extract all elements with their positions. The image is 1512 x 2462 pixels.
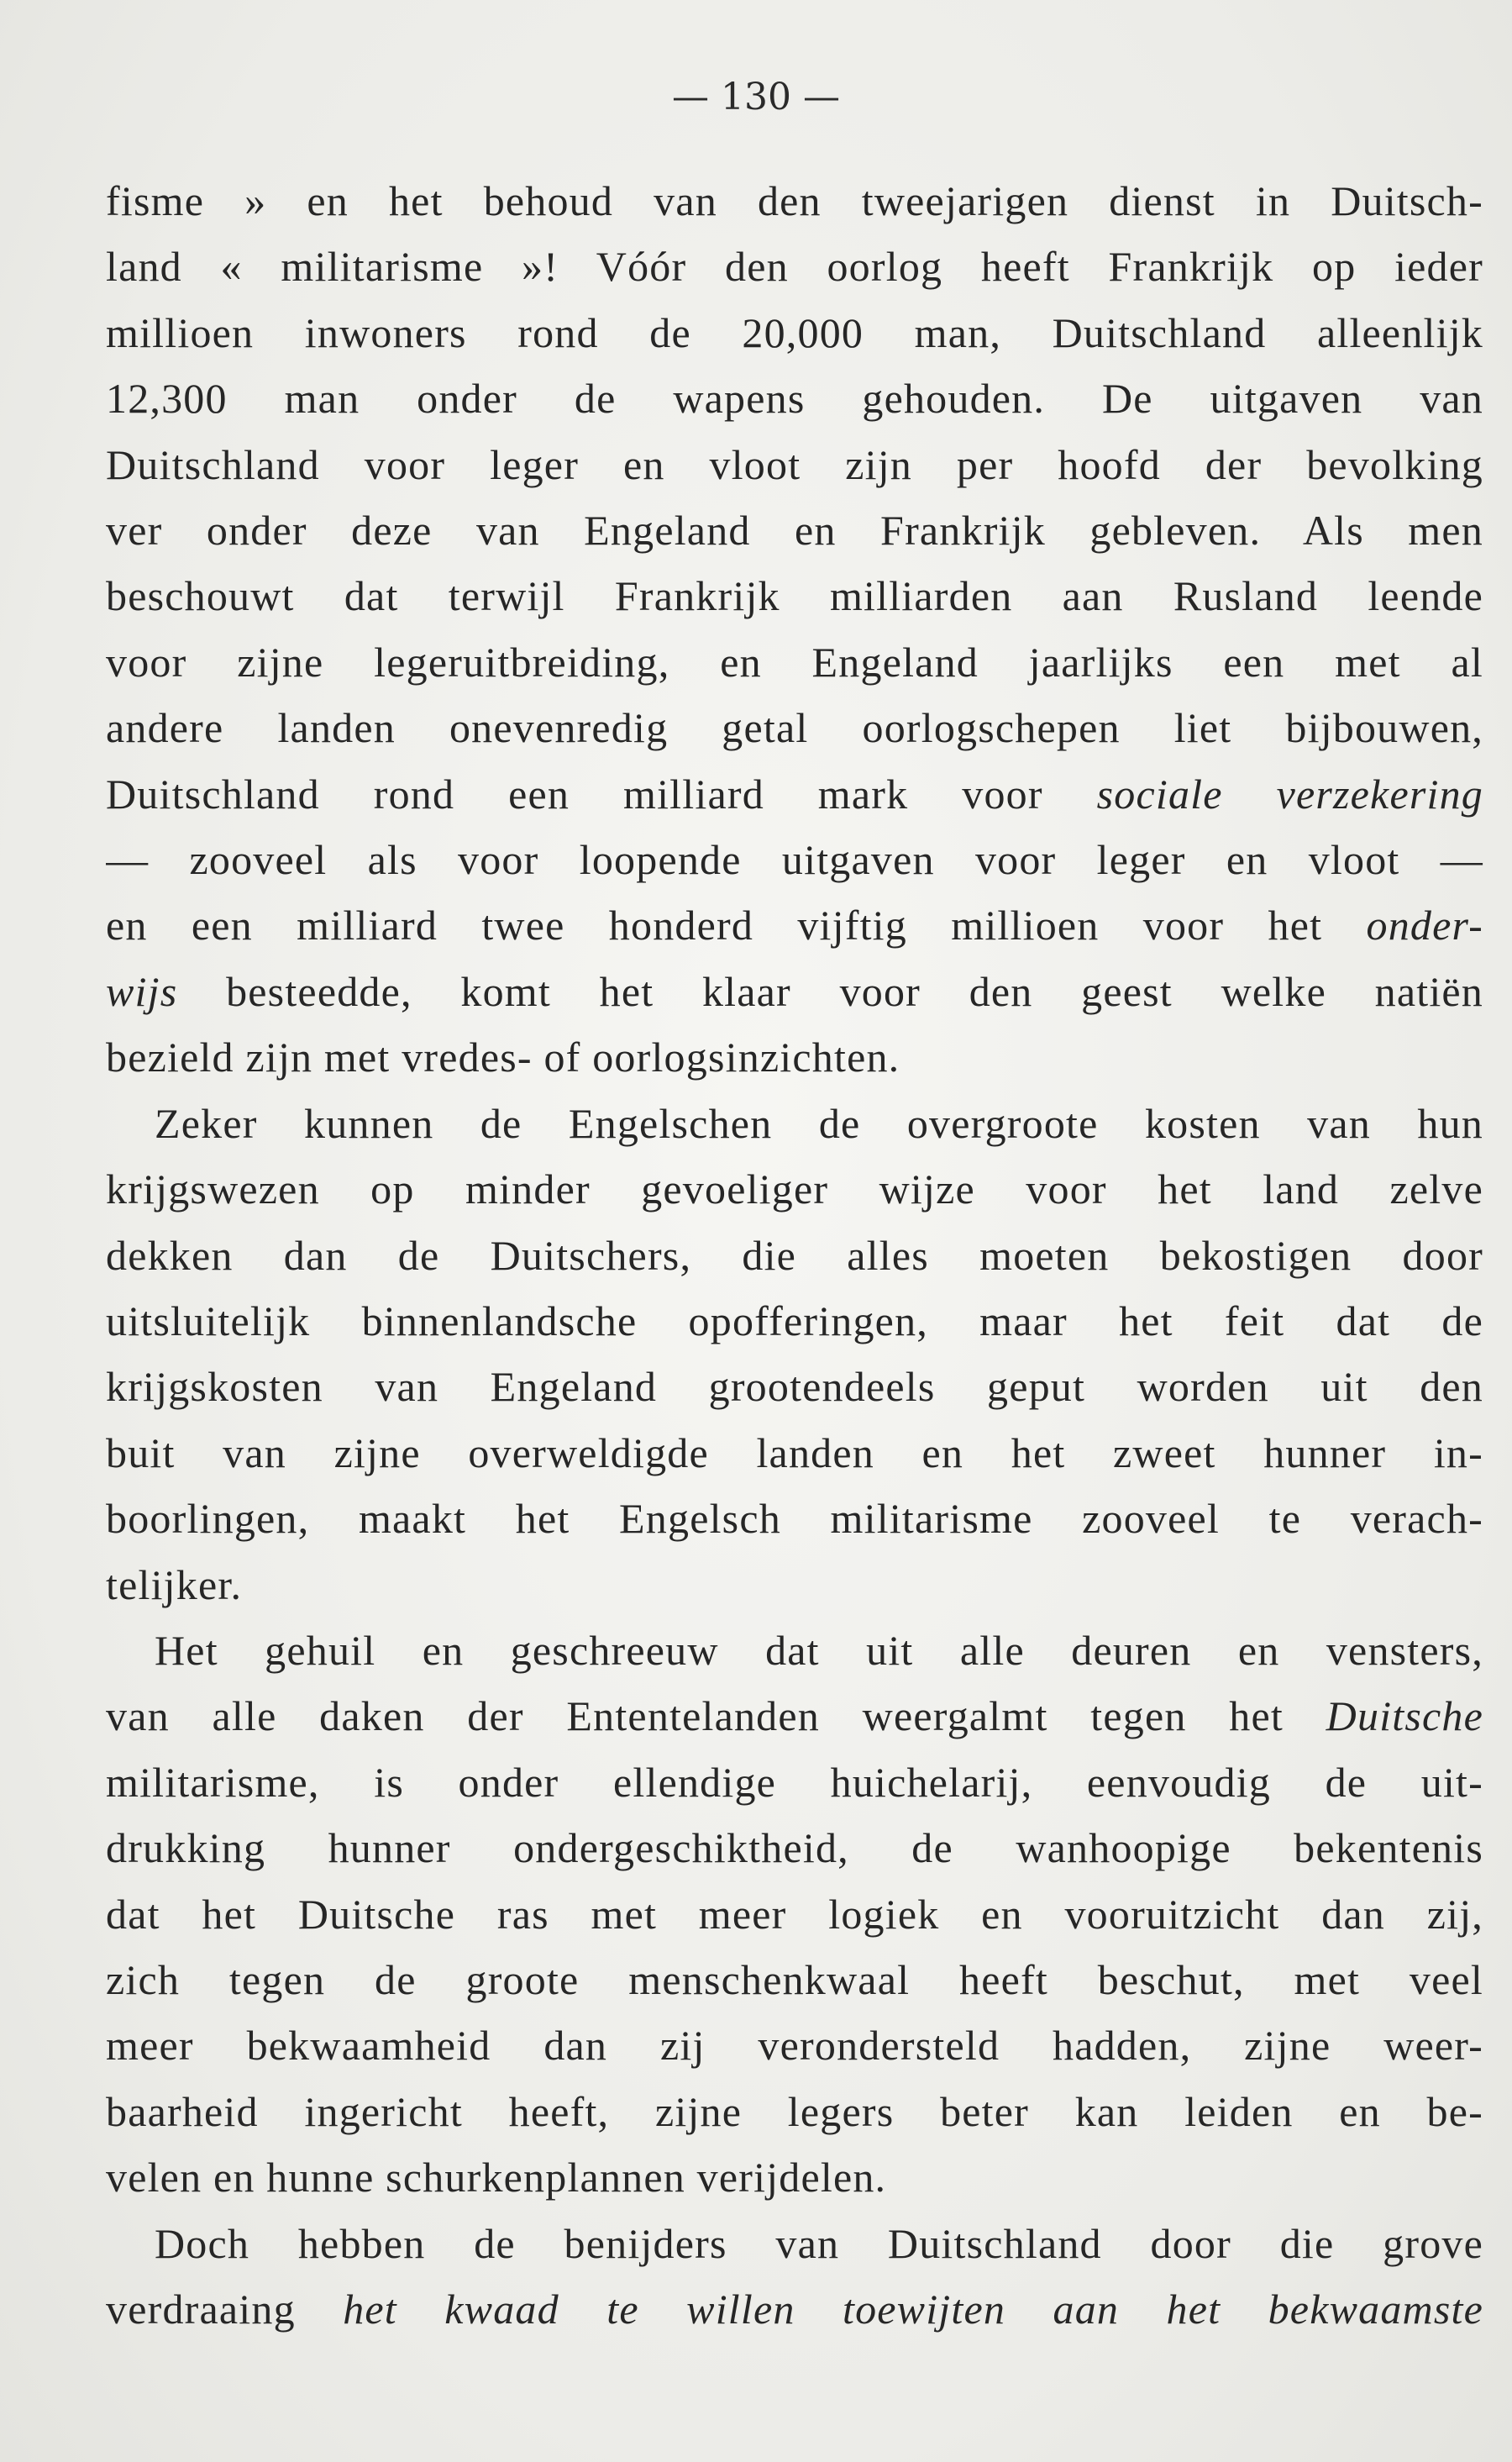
text-segment: ver onder deze van Engeland en Frankrijk gebleven. Als men: [106, 507, 1483, 555]
text-line: [106, 2012, 1483, 2078]
body-text: [106, 168, 1483, 2342]
text-line: [106, 1223, 1483, 1288]
text-segment: land « militarisme »! Vóór den oorlog heeft Frankrijk op ieder: [106, 243, 1483, 291]
text-line: [106, 1815, 1483, 1881]
text-line: [106, 1354, 1483, 1419]
text-segment: andere landen onevenredig getal oorlogschepen liet bijbouwen,: [106, 704, 1483, 752]
text-segment: fisme » en het behoud van den tweejarigen dienst in Duitsch-: [106, 177, 1483, 224]
text-segment: militarisme, is onder ellendige huichelarij, eenvoudig de uit-: [106, 1758, 1483, 1806]
italic-text: het kwaad te willen toewijten aan het bekwaamste: [343, 2286, 1483, 2333]
text-line: [106, 497, 1483, 563]
text-line: [106, 1947, 1483, 2012]
text-line: [106, 1091, 1483, 1156]
text-segment: boorlingen, maakt het Engelsch militarisme zooveel te verach-: [106, 1495, 1483, 1543]
text-segment: krijgskosten van Engeland grootendeels geput worden uit den: [106, 1363, 1483, 1411]
text-segment: uitsluitelijk binnenlandsche opofferingen, maar het feit dat de: [106, 1297, 1483, 1344]
text-segment: en een milliard twee honderd vijftig millioen voor het: [106, 902, 1367, 950]
text-line: [106, 2079, 1483, 2144]
text-segment: Duitschland voor leger en vloot zijn per hoofd der bevolking: [106, 440, 1483, 488]
text-line: [106, 1288, 1483, 1354]
text-segment: beschouwt dat terwijl Frankrijk milliarden aan Rusland leende: [106, 572, 1483, 620]
text-segment: verdraaing: [106, 2286, 344, 2333]
text-line: [106, 1420, 1483, 1486]
text-line: [106, 1881, 1483, 1947]
text-line: [106, 827, 1483, 892]
text-line: [106, 695, 1483, 760]
text-segment: van alle daken der Ententelanden weergalmt tegen het: [106, 1692, 1326, 1740]
italic-text: sociale verzekering: [1096, 770, 1483, 818]
text-line: [106, 2211, 1483, 2276]
text-line: [106, 168, 1483, 234]
text-segment: Duitschland rond een milliard mark voor: [106, 770, 1097, 818]
text-segment: 12,300 man onder de wapens gehouden. De uitgaven van: [106, 375, 1483, 423]
text-line: [106, 234, 1483, 299]
text-segment: — zooveel als voor loopende uitgaven voor leger en vloot —: [106, 836, 1483, 884]
text-segment: zich tegen de groote menschenkwaal heeft beschut, met veel: [106, 1955, 1483, 2003]
text-segment: dekken dan de Duitschers, die alles moeten bekostigen door: [106, 1231, 1483, 1279]
text-segment: besteedde, komt het klaar voor den geest welke natiën: [177, 967, 1483, 1015]
text-segment: buit van zijne overweldigde landen en het zweet hunner in-: [106, 1428, 1483, 1476]
italic-text: wijs: [106, 967, 178, 1015]
italic-text: Duitsche: [1326, 1692, 1483, 1740]
text-line: [106, 2276, 1483, 2342]
text-line: [106, 761, 1483, 827]
text-segment: voor zijne legeruitbreiding, en Engeland jaarlijks een met al: [106, 638, 1483, 686]
text-line: [106, 2144, 1483, 2210]
text-segment: meer bekwaamheid dan zij verondersteld hadden, zijne weer-: [106, 2022, 1483, 2070]
text-segment: baarheid ingericht heeft, zijne legers beter kan leiden en be-: [106, 2087, 1483, 2135]
italic-text: onder-: [1366, 902, 1483, 950]
text-segment: drukking hunner ondergeschiktheid, de wanhoopige bekentenis: [106, 1824, 1483, 1872]
text-line: [106, 563, 1483, 629]
text-line: [106, 892, 1483, 958]
text-line: [106, 1486, 1483, 1551]
text-segment: Zeker kunnen de Engelschen de overgroote kosten van hun: [155, 1099, 1483, 1147]
text-line: [106, 366, 1483, 431]
text-line: [106, 300, 1483, 366]
text-segment: velen en hunne schurkenplannen verijdelen.: [106, 2154, 887, 2202]
text-segment: dat het Duitsche ras met meer logiek en vooruitzicht dan zij,: [106, 1890, 1483, 1938]
text-segment: bezield zijn met vredes- of oorlogsinzichten.: [106, 1034, 900, 1081]
text-line: [106, 1024, 1483, 1090]
text-line: [106, 629, 1483, 695]
page-number: — 130 —: [672, 76, 840, 118]
text-segment: Doch hebben de benijders van Duitschland door die grove: [155, 2219, 1483, 2267]
text-line: [106, 959, 1483, 1024]
text-line: [106, 1618, 1483, 1683]
text-line: [106, 1749, 1483, 1815]
text-segment: Het gehuil en geschreeuw dat uit alle deuren en vensters,: [155, 1626, 1483, 1674]
text-line: [106, 1552, 1483, 1618]
text-segment: krijgswezen op minder gevoeliger wijze voor het land zelve: [106, 1165, 1483, 1213]
text-segment: millioen inwoners rond de 20,000 man, Duitschland alleenlijk: [106, 308, 1483, 356]
text-line: [106, 1683, 1483, 1749]
text-segment: telijker.: [106, 1560, 243, 1608]
text-line: [106, 432, 1483, 497]
text-line: [106, 1156, 1483, 1222]
